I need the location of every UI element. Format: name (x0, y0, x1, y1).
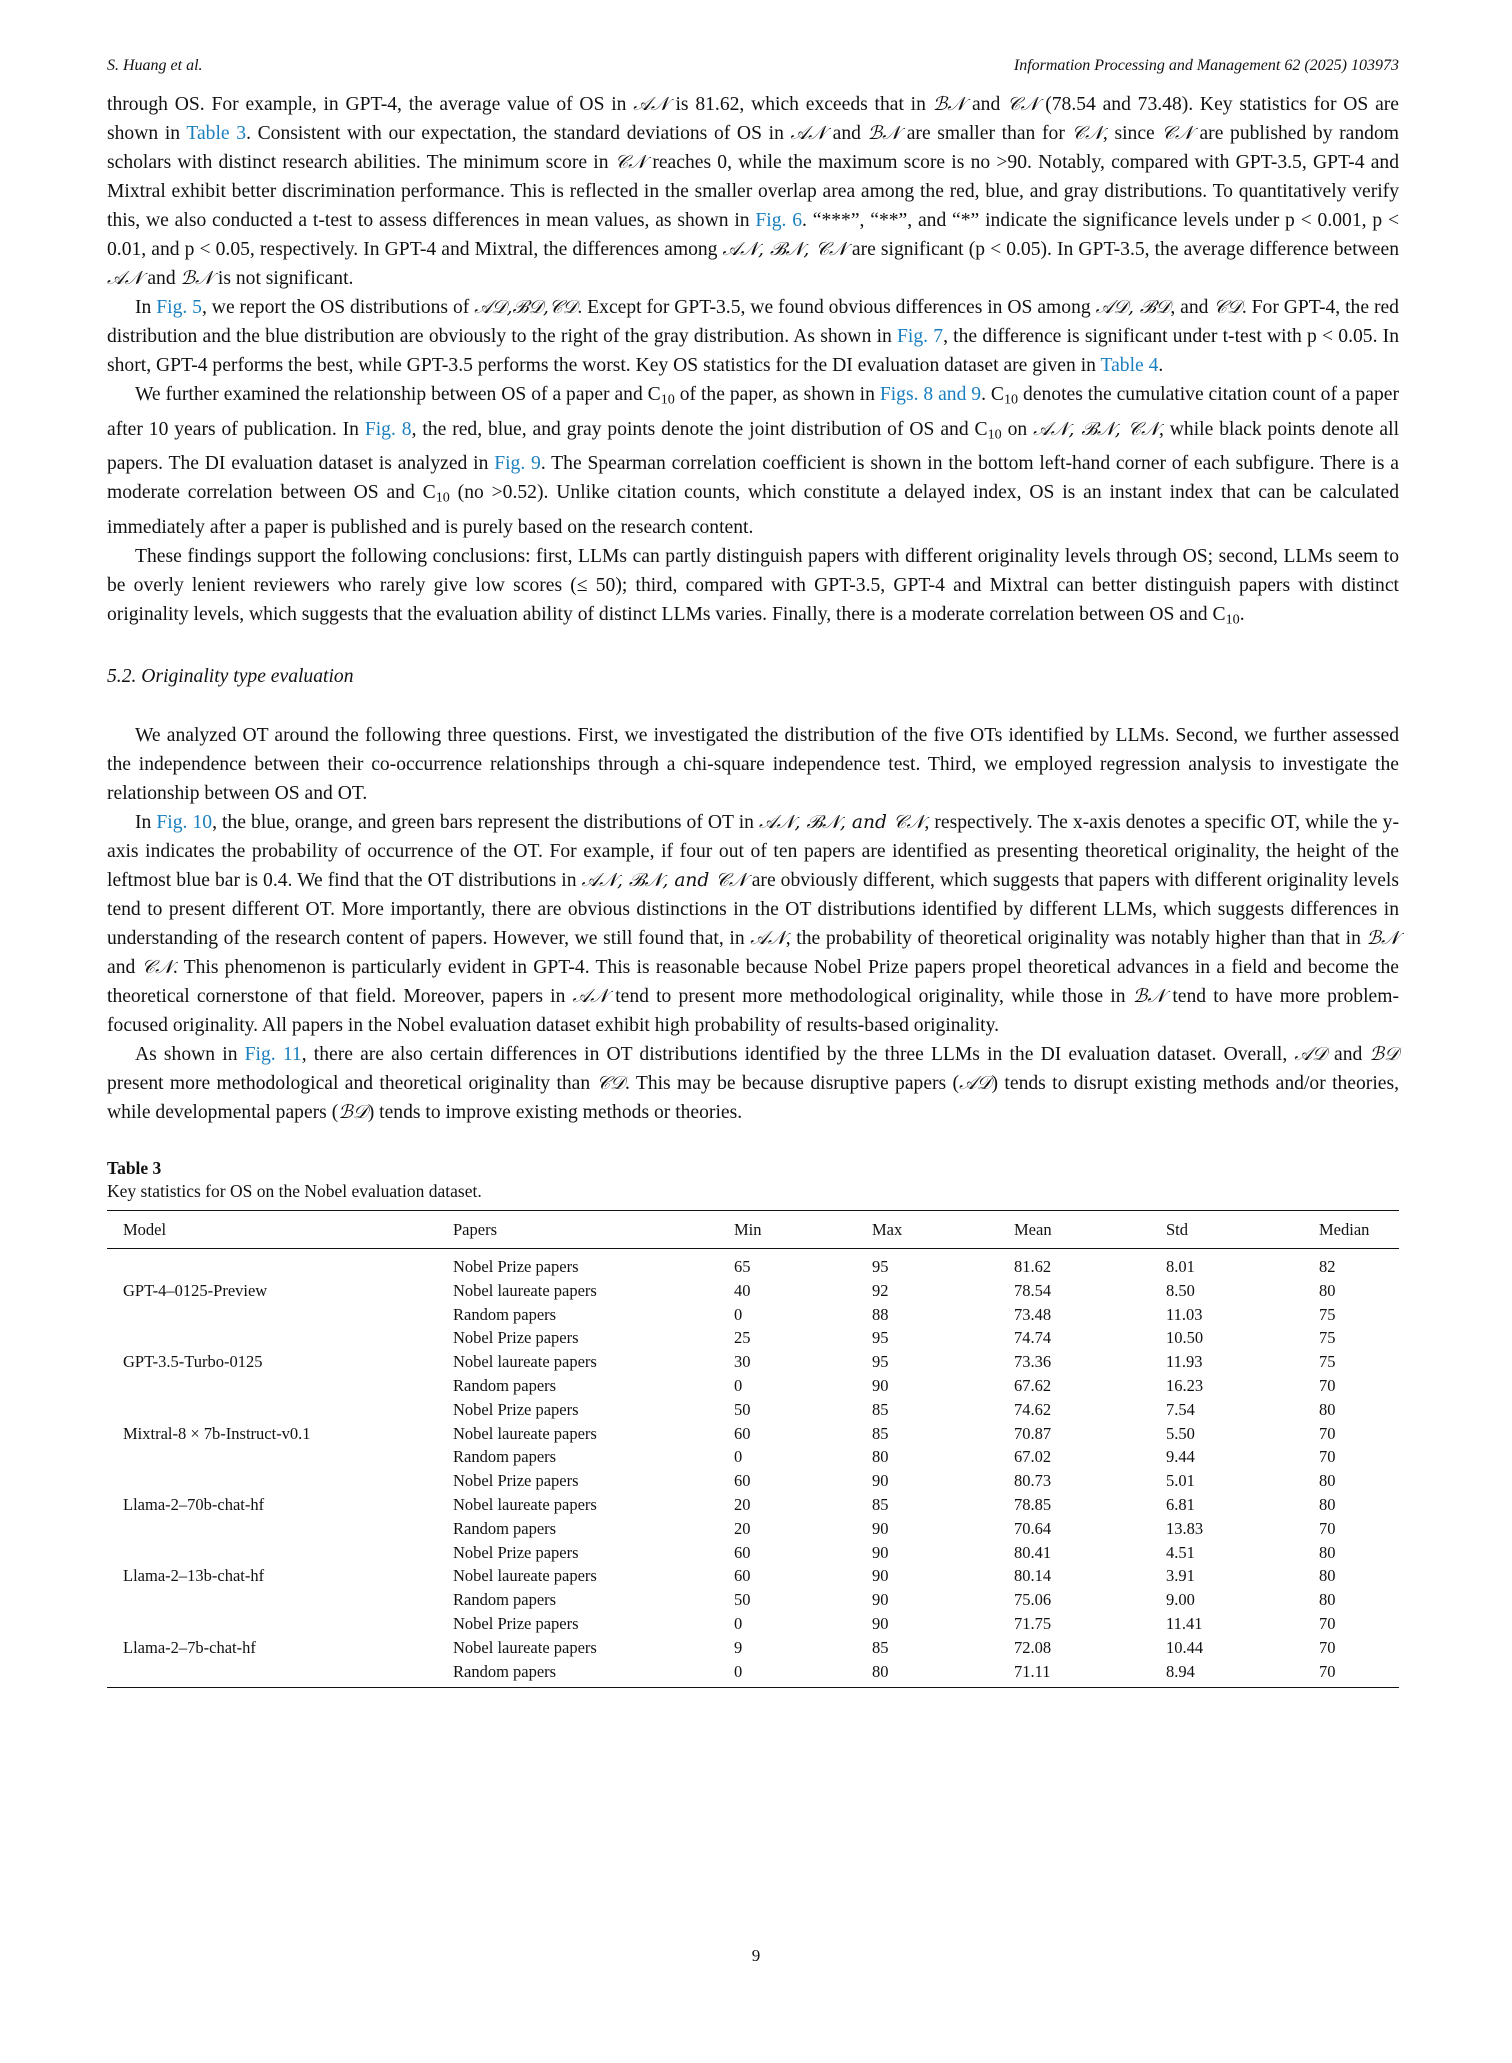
text-run: , the difference is significant under t-test with p < 0.05. In short, GPT-4 performs the best, while GPT-3.5 performs the worst. Key OS statistics for the DI evaluation dataset are given in (107, 326, 1400, 376)
text-run: . The Spearman correlation coefficient is shown in the bottom left-hand corner of each subfigure. There is a moderate correlation between OS and C (107, 453, 1399, 504)
symbol-c-di: 𝒞𝒟 (596, 1073, 625, 1095)
cell-mean: 67.62 (1014, 1376, 1052, 1396)
text-run: , while black points denote all papers. The DI evaluation dataset is analyzed in (107, 418, 1400, 475)
text-run: , the red, blue, and gray points denote the joint distribution of OS and C (411, 418, 988, 440)
cell-mean: 74.62 (1014, 1399, 1052, 1419)
table-row (107, 1564, 1399, 1588)
cell-max: 90 (872, 1518, 889, 1538)
section-heading: 5.2. Originality type evaluation (107, 666, 354, 688)
cell-median: 82 (1319, 1257, 1336, 1277)
cell-papers: Nobel Prize papers (453, 1614, 579, 1634)
cell-median: 80 (1319, 1542, 1336, 1562)
cell-papers: Nobel Prize papers (453, 1399, 579, 1419)
symbol-a-nobel: 𝒜𝒩 (633, 94, 669, 115)
header-authors: S. Huang et al. (107, 57, 203, 74)
cell-model (107, 1469, 453, 1493)
cell-papers: Random papers (453, 1518, 557, 1538)
header-model: Model (107, 1211, 453, 1249)
text-run: are obviously different, which suggests that papers with different originality levels tend to present different OT. More importantly, there are obvious distinctions in the OT distributions identified by different LLMs, which suggests differences in understanding of the research content of papers. However, we still found that, in (107, 870, 1400, 950)
symbol-group-nobel: 𝒜𝒩, ℬ𝒩, 𝒞𝒩 (722, 239, 847, 260)
symbol-group-nobel: 𝒜𝒩, ℬ𝒩, 𝒞𝒩 (1033, 418, 1159, 440)
text-run: . (1239, 603, 1245, 625)
symbol-a-nobel: 𝒜𝒩 (750, 928, 786, 950)
cell-mean: 74.74 (1014, 1328, 1052, 1348)
paragraph-6 (107, 808, 1399, 1040)
link-table-4[interactable]: Table 4 (1100, 355, 1159, 376)
text-run: denotes the cumulative citation count of a paper after 10 years of publication. In (107, 384, 1399, 440)
symbol-c-nobel: 𝒞𝒩 (1071, 123, 1103, 144)
cell-max: 90 (872, 1614, 889, 1634)
cell-mean: 73.48 (1014, 1304, 1052, 1324)
text-run: . This may be because disruptive papers ( (624, 1073, 960, 1095)
cell-papers: Random papers (453, 1660, 734, 1688)
cell-median: 80 (1319, 1566, 1336, 1586)
text-run: ) tends to improve existing methods or theories. (367, 1102, 743, 1124)
cell-std: 5.50 (1166, 1423, 1195, 1443)
text-run: are smaller than for (900, 123, 1072, 144)
cell-max: 90 (872, 1376, 889, 1396)
cell-papers: Nobel Prize papers (453, 1257, 579, 1277)
subscript: 10 (435, 489, 450, 506)
table-row (107, 1374, 1399, 1398)
cell-max: 90 (872, 1566, 889, 1586)
text-run: reaches 0, while the maximum score is no >90. Notably, compared with GPT-3.5, GPT-4 and Mixtral exhibit better discrimination performance. This is reflected in the smaller overlap area among the red, blue, and gray distributions. To quantitatively verify this, we also conducted a t-test to assess differences in mean values, as shown in (107, 152, 1399, 231)
cell-max: 85 (872, 1637, 889, 1657)
text-run: ) tends to disrupt existing methods and/or theories, while developmental papers ( (107, 1073, 1399, 1124)
header-max: Max (872, 1211, 1014, 1249)
text-run: , the probability of theoretical originality was notably higher than that in (785, 928, 1367, 950)
link-fig-6[interactable]: Fig. 6 (755, 210, 803, 231)
symbol-b-nobel: ℬ𝒩 (1132, 986, 1166, 1008)
text-run: tend to have more problem-focused originality. All papers in the Nobel evaluation dataset exhibit high probability of results-based originality. (107, 986, 1399, 1037)
header-papers: Papers (453, 1211, 734, 1249)
cell-min: 60 (734, 1471, 751, 1491)
cell-std: 10.44 (1166, 1637, 1204, 1657)
text-run: through OS. For example, in GPT-4, the average value of OS in (107, 94, 634, 115)
cell-max: 90 (872, 1471, 889, 1491)
cell-std: 16.23 (1166, 1376, 1204, 1396)
cell-papers: Nobel laureate papers (453, 1637, 597, 1657)
table-3 (107, 1157, 1399, 1688)
cell-median: 70 (1319, 1637, 1336, 1657)
text-run: (78.54 and 73.48). Key statistics for OS are shown in (107, 94, 1399, 144)
cell-min: 25 (734, 1328, 751, 1348)
symbol-b-di: ℬ𝒟 (338, 1102, 368, 1124)
symbol-a-di: 𝒜𝒟 (959, 1073, 992, 1095)
cell-std: 3.91 (1166, 1566, 1195, 1586)
page (107, 56, 1399, 1688)
table-row (107, 1445, 1399, 1469)
link-fig-7[interactable]: Fig. 7 (897, 326, 944, 347)
text-run: of the paper, as shown in (674, 384, 880, 405)
cell-median: 75 (1319, 1328, 1336, 1348)
text-run: and (107, 957, 142, 979)
link-fig-11[interactable]: Fig. 11 (244, 1044, 302, 1066)
cell-std: 13.83 (1166, 1518, 1204, 1538)
cell-mean: 67.02 (1014, 1447, 1052, 1467)
cell-std: 8.01 (1166, 1257, 1195, 1277)
table-row (107, 1326, 1399, 1350)
cell-model: Mixtral-8 × 7b-Instruct-v0.1 (123, 1423, 311, 1443)
paragraph-4 (107, 542, 1399, 635)
text-run: . For GPT-4, the red distribution and the blue distribution are obviously to the right of the gray distribution. As shown in (107, 297, 1399, 347)
table-row (107, 1469, 1399, 1493)
cell-papers: Nobel laureate papers (453, 1566, 597, 1586)
text-run: tend to present more methodological originality, while those in (608, 986, 1133, 1008)
body-text (107, 90, 1399, 1127)
cell-papers: Nobel laureate papers (453, 1495, 597, 1515)
cell-max: 95 (872, 1352, 889, 1372)
table-row (107, 1303, 1399, 1327)
cell-max: 90 (872, 1542, 889, 1562)
cell-max: 80 (872, 1660, 1014, 1688)
header-mean: Mean (1014, 1211, 1166, 1249)
cell-std: 11.41 (1166, 1614, 1203, 1634)
header-std: Std (1166, 1211, 1319, 1249)
subscript: 10 (660, 391, 675, 408)
cell-std: 11.03 (1166, 1304, 1203, 1324)
cell-median: 70 (1319, 1518, 1336, 1538)
text-run: . (1158, 355, 1164, 376)
link-table-3[interactable]: Table 3 (186, 123, 247, 144)
table-row (107, 1398, 1399, 1422)
text-run: . Consistent with our expectation, the standard deviations of OS in (246, 123, 791, 144)
text-run: are published by random scholars with distinct research abilities. The minimum score in (107, 123, 1399, 173)
cell-std: 4.51 (1166, 1542, 1195, 1562)
table-row (107, 1493, 1399, 1517)
table-header-row (107, 1211, 1399, 1249)
cell-model (107, 1374, 453, 1398)
cell-min: 0 (734, 1660, 872, 1688)
symbol-b-di: ℬ𝒟 (1369, 1044, 1399, 1066)
text-run: and (825, 123, 868, 144)
cell-mean: 71.75 (1014, 1614, 1052, 1634)
cell-max: 85 (872, 1423, 889, 1443)
cell-min: 20 (734, 1495, 751, 1515)
cell-papers: Nobel laureate papers (453, 1423, 597, 1443)
table-row (107, 1612, 1399, 1636)
statistics-table (107, 1210, 1399, 1688)
symbol-a-di: 𝒜𝒟 (1294, 1044, 1327, 1066)
cell-median: 80 (1319, 1471, 1336, 1491)
cell-median: 80 (1319, 1590, 1336, 1610)
cell-median: 75 (1319, 1304, 1336, 1324)
symbol-b-nobel: ℬ𝒩 (867, 123, 901, 144)
table-row (107, 1279, 1399, 1303)
cell-median: 70 (1319, 1447, 1336, 1467)
table-row (107, 1249, 1399, 1279)
cell-papers: Nobel laureate papers (453, 1352, 597, 1372)
cell-mean: 78.85 (1014, 1495, 1052, 1515)
text-run: As shown in (135, 1044, 245, 1066)
cell-max: 88 (872, 1304, 889, 1324)
running-header (107, 56, 1399, 90)
text-run: , and (1170, 297, 1214, 318)
cell-mean: 70.87 (1014, 1423, 1052, 1443)
table-row (107, 1660, 1399, 1688)
cell-max: 85 (872, 1399, 889, 1419)
cell-std: 8.50 (1166, 1280, 1195, 1300)
symbol-group-di: 𝒜𝒟,ℬ𝒟,𝒞𝒟 (474, 297, 578, 318)
link-figs-8-9[interactable]: Figs. 8 and 9 (879, 384, 982, 405)
cell-min: 0 (734, 1614, 743, 1634)
cell-min: 0 (734, 1376, 743, 1396)
cell-median: 70 (1319, 1376, 1336, 1396)
text-run: and (965, 94, 1008, 115)
cell-model: Llama-2–70b-chat-hf (123, 1495, 265, 1515)
cell-min: 0 (734, 1304, 743, 1324)
cell-max: 95 (872, 1257, 889, 1277)
cell-mean: 71.11 (1014, 1660, 1166, 1688)
cell-model (107, 1588, 453, 1612)
text-run: . C (981, 384, 1004, 405)
cell-model (107, 1660, 453, 1688)
text-run: present more methodological and theoretical originality than (107, 1073, 597, 1095)
cell-std: 10.50 (1166, 1328, 1204, 1348)
cell-mean: 78.54 (1014, 1280, 1052, 1300)
header-min: Min (734, 1211, 872, 1249)
header-median: Median (1319, 1211, 1399, 1249)
cell-std: 9.44 (1166, 1447, 1195, 1467)
cell-model: GPT-4–0125-Preview (123, 1280, 268, 1300)
symbol-b-nobel: ℬ𝒩 (1366, 928, 1399, 950)
cell-min: 0 (734, 1447, 743, 1467)
cell-std: 7.54 (1166, 1399, 1195, 1419)
cell-mean: 72.08 (1014, 1637, 1052, 1657)
cell-papers: Random papers (453, 1304, 557, 1324)
cell-mean: 80.73 (1014, 1471, 1052, 1491)
cell-papers: Nobel Prize papers (453, 1328, 579, 1348)
cell-min: 20 (734, 1518, 751, 1538)
symbol-b-nobel: ℬ𝒩 (180, 268, 213, 289)
cell-model: Llama-2–7b-chat-hf (123, 1637, 256, 1657)
link-fig-9[interactable]: Fig. 9 (494, 453, 541, 475)
cell-median: 70 (1319, 1660, 1399, 1688)
cell-model: Llama-2–13b-chat-hf (123, 1566, 265, 1586)
cell-median: 75 (1319, 1352, 1336, 1372)
subscript: 10 (1225, 611, 1240, 628)
text-run: are significant (p < 0.05). In GPT-3.5, the average difference between (846, 239, 1399, 260)
link-fig-8[interactable]: Fig. 8 (364, 418, 412, 440)
paragraph-3 (107, 380, 1399, 542)
cell-std: 8.94 (1166, 1660, 1319, 1688)
link-fig-10[interactable]: Fig. 10 (156, 812, 213, 834)
cell-mean: 70.64 (1014, 1518, 1052, 1538)
cell-model: GPT-3.5-Turbo-0125 (123, 1352, 263, 1372)
cell-model (107, 1612, 453, 1636)
text-run: , the blue, orange, and green bars represent the distributions of OT in (212, 812, 760, 834)
cell-model (107, 1303, 453, 1327)
text-run: is 81.62, which exceeds that in (668, 94, 933, 115)
cell-mean: 80.41 (1014, 1542, 1052, 1562)
symbol-group-nobel: 𝒜𝒩, ℬ𝒩, and 𝒞𝒩 (581, 870, 747, 892)
paragraph-7 (107, 1040, 1399, 1127)
cell-median: 80 (1319, 1399, 1336, 1419)
cell-min: 9 (734, 1637, 743, 1657)
cell-max: 92 (872, 1280, 889, 1300)
text-run: is not significant. (213, 268, 354, 289)
cell-min: 60 (734, 1423, 751, 1443)
cell-std: 9.00 (1166, 1590, 1195, 1610)
text-run: , there are also certain differences in OT distributions identified by the three LLMs in the DI evaluation dataset. Overall, (301, 1044, 1295, 1066)
cell-model (107, 1326, 453, 1350)
paragraph-1 (107, 90, 1399, 293)
symbol-c-nobel: 𝒞𝒩 (141, 957, 173, 979)
cell-max: 95 (872, 1328, 889, 1348)
text-run: and (1326, 1044, 1370, 1066)
text-run: , since (1102, 123, 1162, 144)
cell-mean: 80.14 (1014, 1566, 1052, 1586)
cell-min: 60 (734, 1566, 751, 1586)
cell-model (107, 1249, 453, 1279)
cell-papers: Random papers (453, 1376, 557, 1396)
cell-min: 65 (734, 1257, 751, 1277)
symbol-group-di: 𝒜𝒟, ℬ𝒟 (1095, 297, 1171, 318)
cell-papers: Nobel Prize papers (453, 1542, 579, 1562)
cell-max: 80 (872, 1447, 889, 1467)
text-run: . “***”, “**”, and “*” indicate the significance levels under p < 0.001, p < 0.01, and p < 0.05, respectively. In GPT-4 and Mixtral, the differences among (107, 210, 1399, 260)
text-run: . This phenomenon is particularly evident in GPT-4. This is reasonable because Nobel Prize papers propel theoretical advances in a field and become the theoretical cornerstone of that field. Moreover, papers in (107, 957, 1399, 1008)
header-journal: Information Processing and Management 62 (2025) 103973 (1013, 57, 1399, 74)
paragraph-2 (107, 293, 1399, 380)
cell-model (107, 1541, 453, 1565)
cell-model (107, 1398, 453, 1422)
text-run: , we report the OS distributions of (201, 297, 475, 318)
table-row (107, 1588, 1399, 1612)
page-number: 9 (751, 1946, 761, 1965)
symbol-b-nobel: ℬ𝒩 (932, 94, 966, 115)
cell-model (107, 1517, 453, 1541)
cell-mean: 73.36 (1014, 1352, 1052, 1372)
paragraph-5: We analyzed OT around the following three questions. First, we investigated the distribution of the five OTs identified by LLMs. Second, we further assessed the independence between their co-occurrence relationships through a chi-square independence test. Third, we employed regression analysis to investigate the relationship between OS and OT. (107, 725, 1399, 805)
cell-min: 30 (734, 1352, 751, 1372)
cell-papers: Random papers (453, 1447, 557, 1467)
cell-mean: 75.06 (1014, 1590, 1052, 1610)
cell-median: 80 (1319, 1280, 1336, 1300)
cell-min: 50 (734, 1590, 751, 1610)
table-title: Table 3 (107, 1158, 162, 1179)
symbol-c-nobel: 𝒞𝒩 (614, 152, 647, 173)
text-run: In (135, 812, 157, 834)
table-row (107, 1541, 1399, 1565)
symbol-group-nobel: 𝒜𝒩, ℬ𝒩, and 𝒞𝒩 (759, 812, 925, 834)
cell-mean: 81.62 (1014, 1257, 1052, 1277)
cell-min: 40 (734, 1280, 751, 1300)
text-run: . Except for GPT-3.5, we found obvious differences in OS among (577, 297, 1096, 318)
cell-median: 80 (1319, 1495, 1336, 1515)
cell-std: 6.81 (1166, 1495, 1195, 1515)
table-body (107, 1249, 1399, 1688)
link-fig-5[interactable]: Fig. 5 (156, 297, 202, 318)
cell-papers: Nobel Prize papers (453, 1471, 579, 1491)
table-caption: Key statistics for OS on the Nobel evaluation dataset. (107, 1181, 482, 1202)
cell-papers: Nobel laureate papers (453, 1280, 597, 1300)
subscript: 10 (1003, 391, 1019, 408)
cell-min: 50 (734, 1399, 751, 1419)
symbol-a-nobel: 𝒜𝒩 (572, 986, 609, 1008)
symbol-c-nobel: 𝒞𝒩 (1007, 94, 1039, 115)
text-run: (no >0.52). Unlike citation counts, which constitute a delayed index, OS is an instant index that can be calculated immediately after a paper is published and is purely based on the research content. (107, 482, 1399, 538)
text-run: We further examined the relationship between OS of a paper and C (135, 384, 661, 405)
table-row (107, 1636, 1399, 1660)
table-row (107, 1517, 1399, 1541)
symbol-c-nobel: 𝒞𝒩 (1161, 123, 1193, 144)
table-row (107, 1422, 1399, 1446)
symbol-c-di: 𝒞𝒟 (1213, 297, 1242, 318)
cell-std: 11.93 (1166, 1352, 1203, 1372)
text-run: In (135, 297, 157, 318)
symbol-a-nobel: 𝒜𝒩 (107, 268, 143, 289)
symbol-a-nobel: 𝒜𝒩 (790, 123, 826, 144)
cell-max: 90 (872, 1590, 889, 1610)
subscript: 10 (987, 426, 1002, 443)
cell-min: 60 (734, 1542, 751, 1562)
text-run: These findings support the following conclusions: first, LLMs can partly distinguish papers with different originality levels through OS; second, LLMs seem to be overly lenient reviewers who rarely give low scores (≤ 50); third, compared with GPT-3.5, GPT-4 and Mixtral can better distinguish papers with distinct originality levels, which suggests that the evaluation ability of distinct LLMs varies. Finally, there is a moderate correlation between OS and C (107, 545, 1399, 625)
cell-median: 70 (1319, 1614, 1336, 1634)
text-run: on (1001, 418, 1034, 440)
cell-max: 85 (872, 1495, 889, 1515)
cell-median: 70 (1319, 1423, 1336, 1443)
text-run: and (142, 268, 181, 289)
table-row (107, 1350, 1399, 1374)
cell-papers: Random papers (453, 1590, 557, 1610)
cell-std: 5.01 (1166, 1471, 1195, 1491)
text-run: , respectively. The x-axis denotes a specific OT, while the y-axis indicates the probability of occurrence of the OT. For example, if four out of ten papers are identified as presenting theoretical originality, the height of the leftmost blue bar is 0.4. We find that the OT distributions in (107, 812, 1399, 892)
cell-model (107, 1445, 453, 1469)
